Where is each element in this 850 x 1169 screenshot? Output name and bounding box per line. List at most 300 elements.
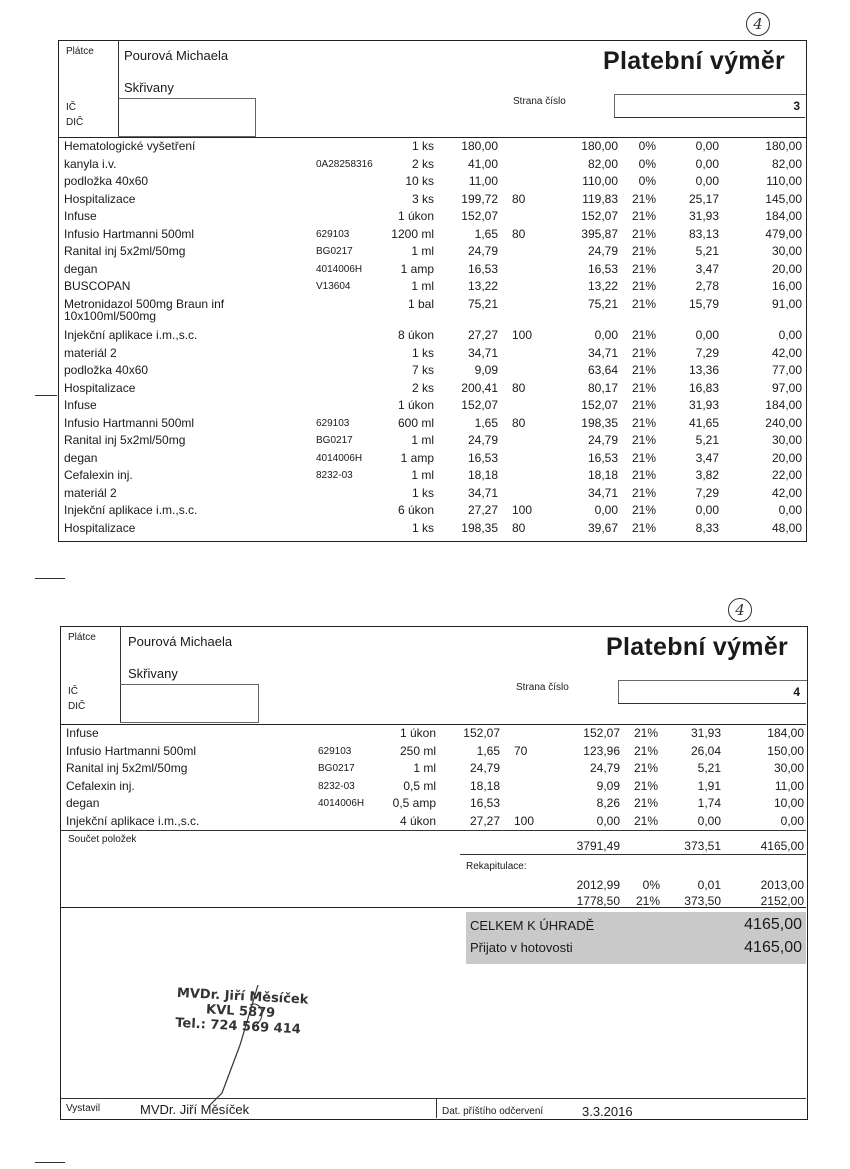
recap-tax-0: 0,01: [697, 878, 721, 892]
item-total: 184,00: [765, 209, 802, 223]
item-total: 145,00: [765, 191, 802, 206]
item-quantity: 1 úkon: [399, 726, 436, 740]
item-quantity: 1 ml: [411, 433, 434, 447]
item-quantity: 8 úkon: [397, 328, 434, 342]
item-total: 0,00: [780, 813, 804, 828]
page-number-label: Strana číslo: [513, 96, 566, 107]
line-item-row: [60, 468, 805, 486]
item-total: 20,00: [771, 450, 802, 465]
line-item-row: [60, 209, 805, 227]
item-tax-amount: 5,21: [695, 244, 719, 258]
item-vat-rate: 21%: [631, 328, 656, 342]
item-unit-price: 11,00: [468, 174, 498, 188]
item-tax-amount: 1,74: [697, 796, 721, 810]
item-name: materiál 2: [64, 485, 117, 500]
item-quantity: 1 amp: [400, 261, 434, 276]
item-quantity: 1 ml: [411, 468, 434, 482]
item-tax-amount: 7,29: [695, 345, 719, 360]
item-name: Infusio Hartmanni 500ml: [64, 415, 195, 430]
item-quantity: 1 úkon: [397, 209, 434, 223]
item-name: Hospitalizace: [64, 520, 136, 535]
item-vat-rate: 21%: [631, 226, 656, 241]
line-item-row: [60, 192, 805, 210]
item-tax-amount: 31,93: [690, 726, 721, 740]
item-name: Metronidazol 500mg Braun inf: [64, 296, 225, 311]
item-code: 0A28258316: [316, 158, 373, 170]
item-unit-price: 27,27: [467, 328, 498, 342]
line-item-row: [60, 451, 805, 469]
separator-mark: [35, 395, 57, 396]
item-tax-amount: 7,29: [695, 485, 719, 500]
payer-label: Plátce: [66, 46, 94, 57]
item-unit-price: 16,53: [467, 450, 498, 465]
item-unit-price: 41,00: [467, 156, 498, 171]
item-tax-amount: 0,00: [695, 503, 719, 517]
item-percent: 80: [512, 380, 526, 395]
item-vat-rate: 21%: [633, 778, 658, 793]
item-base-amount: 75,21: [587, 296, 618, 311]
recap-base-0: 2012,99: [576, 878, 620, 892]
line-item-row: [60, 433, 805, 451]
item-name: Infuse: [64, 398, 97, 412]
item-base-amount: 9,09: [596, 778, 620, 793]
item-unit-price: 16,53: [469, 796, 500, 810]
item-base-amount: 34,71: [587, 485, 618, 500]
item-base-amount: 0,00: [594, 328, 618, 342]
item-unit-price: 16,53: [467, 261, 498, 276]
item-base-amount: 152,07: [583, 726, 620, 740]
item-name: Ranital inj 5x2ml/50mg: [64, 244, 186, 258]
item-quantity: 1 bal: [407, 296, 434, 311]
item-code: 8232-03: [316, 470, 353, 481]
item-tax-amount: 41,65: [688, 415, 719, 430]
item-base-amount: 24,79: [587, 244, 618, 258]
item-name: BUSCOPAN: [64, 279, 131, 293]
payer-name: Pourová Michaela: [128, 634, 233, 649]
item-code: 629103: [316, 417, 350, 429]
separator-mark: [35, 1162, 65, 1163]
item-tax-amount: 3,47: [695, 261, 719, 276]
item-base-amount: 110,00: [582, 174, 618, 188]
item-code: 4014006H: [316, 452, 363, 464]
item-percent: 80: [512, 415, 526, 430]
item-vat-rate: 21%: [633, 761, 658, 775]
item-quantity: 1 ks: [411, 520, 434, 535]
line-items-page-4: [62, 726, 807, 836]
line-item-row: [60, 297, 805, 327]
page-number-box: [614, 94, 806, 117]
next-date-label: Dat. příštího odčervení: [442, 1106, 544, 1117]
item-base-amount: 119,83: [582, 191, 618, 206]
item-total: 30,00: [773, 761, 804, 775]
item-tax-amount: 83,13: [688, 226, 719, 241]
item-vat-rate: 21%: [631, 345, 656, 360]
item-vat-rate: 21%: [631, 433, 656, 447]
item-total: 479,00: [765, 226, 802, 241]
item-unit-price: 200,41: [461, 380, 498, 395]
item-unit-price: 152,07: [461, 398, 498, 412]
dic-label: DIČ: [66, 117, 84, 128]
payer-place: Skřivany: [128, 666, 178, 681]
page-number-value: 3: [793, 99, 800, 113]
line-item-row: [60, 328, 805, 346]
item-total: 30,00: [771, 244, 802, 258]
item-name: degan: [66, 796, 100, 810]
item-total: 42,00: [771, 485, 802, 500]
item-base-amount: 24,79: [589, 761, 620, 775]
signature: [180, 975, 300, 1115]
item-total: 97,00: [771, 380, 802, 395]
item-vat-rate: 21%: [631, 296, 656, 311]
line-item-row: [60, 381, 805, 399]
document-title: Platební výměr: [606, 633, 789, 661]
cash-value: 4165,00: [744, 939, 802, 956]
line-item-row: [60, 521, 805, 539]
item-name: degan: [64, 450, 98, 465]
sum-label: Součet položek: [68, 834, 137, 845]
line-item-row: [60, 139, 805, 157]
item-base-amount: 8,26: [596, 796, 620, 810]
item-vat-rate: 21%: [631, 209, 656, 223]
item-total: 22,00: [771, 468, 802, 482]
item-vat-rate: 21%: [633, 726, 658, 740]
item-total: 184,00: [765, 398, 802, 412]
line-item-row: [60, 174, 805, 192]
item-vat-rate: 0%: [638, 174, 656, 188]
separator-mark: [35, 578, 65, 579]
item-base-amount: 16,53: [587, 261, 618, 276]
item-quantity: 0,5 amp: [392, 796, 436, 810]
item-unit-price: 152,07: [463, 726, 500, 740]
item-code: BG0217: [318, 763, 355, 774]
item-base-amount: 82,00: [587, 156, 618, 171]
item-base-amount: 16,53: [587, 450, 618, 465]
item-total: 82,00: [771, 156, 802, 171]
item-tax-amount: 2,78: [695, 279, 719, 293]
item-quantity: 1 ml: [411, 244, 434, 258]
item-percent: 100: [514, 813, 535, 828]
item-total: 184,00: [767, 726, 804, 740]
item-total: 180,00: [765, 139, 802, 153]
item-code: 4014006H: [316, 263, 363, 275]
item-tax-amount: 1,91: [697, 778, 721, 793]
item-unit-price: 1,65: [474, 415, 498, 430]
item-total: 30,00: [771, 433, 802, 447]
line-item-row: [60, 486, 805, 504]
recap-vat-0: 0%: [642, 878, 660, 892]
recap-label: Rekapitulace:: [466, 861, 527, 872]
circled-page-number: 4: [728, 598, 752, 622]
item-quantity: 7 ks: [411, 363, 434, 377]
issued-by-name: MVDr. Jiří Měsíček: [140, 1102, 250, 1117]
item-vat-rate: 21%: [631, 485, 656, 500]
item-percent: 80: [512, 226, 526, 241]
page-number-value: 4: [793, 685, 800, 699]
item-unit-price: 18,18: [467, 468, 498, 482]
item-code: V13604: [316, 281, 351, 292]
item-tax-amount: 15,79: [688, 296, 719, 311]
item-total: 0,00: [778, 503, 802, 517]
line-item-row: [60, 244, 805, 262]
item-name: degan: [64, 261, 98, 276]
item-quantity: 6 úkon: [397, 503, 434, 517]
item-base-amount: 198,35: [581, 415, 618, 430]
item-tax-amount: 3,82: [695, 468, 719, 482]
item-quantity: 4 úkon: [399, 813, 436, 828]
item-unit-price: 1,65: [474, 226, 498, 241]
item-vat-rate: 21%: [631, 450, 656, 465]
item-vat-rate: 21%: [631, 261, 656, 276]
item-name: Injekční aplikace i.m.,s.c.: [66, 813, 200, 828]
item-base-amount: 180,00: [581, 139, 618, 153]
document-title: Platební výměr: [603, 47, 786, 75]
line-item-row: [62, 744, 807, 762]
payer-place: Skřivany: [124, 80, 174, 95]
recap-tax-1: 373,50: [684, 894, 721, 908]
item-code: 629103: [318, 745, 352, 757]
item-name: Injekční aplikace i.m.,s.c.: [64, 328, 198, 342]
item-quantity: 1 ml: [411, 279, 434, 293]
item-vat-rate: 21%: [633, 743, 658, 758]
item-name: Ranital inj 5x2ml/50mg: [66, 761, 188, 775]
item-vat-rate: 21%: [631, 415, 656, 430]
line-item-row: [62, 814, 807, 832]
item-total: 20,00: [771, 261, 802, 276]
item-unit-price: 18,18: [469, 778, 500, 793]
line-item-row: [60, 503, 805, 521]
line-items-page-3: [60, 139, 805, 539]
item-name: Infuse: [64, 209, 97, 223]
item-name: Infuse: [66, 726, 99, 740]
item-base-amount: 395,87: [581, 226, 618, 241]
item-vat-rate: 21%: [633, 813, 658, 828]
item-percent: 100: [512, 328, 533, 342]
line-item-row: [60, 157, 805, 175]
item-unit-price: 13,22: [467, 279, 498, 293]
item-name-continued: 10x100ml/500mg: [64, 308, 157, 323]
item-base-amount: 0,00: [596, 813, 620, 828]
item-unit-price: 199,72: [461, 191, 498, 206]
item-total: 91,00: [771, 296, 802, 311]
item-tax-amount: 5,21: [697, 761, 721, 775]
item-quantity: 1 ks: [411, 139, 434, 153]
item-quantity: 0,5 ml: [403, 778, 436, 793]
item-base-amount: 152,07: [581, 398, 618, 412]
item-total: 11,00: [774, 778, 804, 793]
item-name: Injekční aplikace i.m.,s.c.: [64, 503, 198, 517]
item-vat-rate: 21%: [631, 520, 656, 535]
item-name: Infusio Hartmanni 500ml: [66, 743, 197, 758]
item-base-amount: 34,71: [587, 345, 618, 360]
item-tax-amount: 25,17: [688, 191, 719, 206]
item-vat-rate: 21%: [631, 279, 656, 293]
item-name: Infusio Hartmanni 500ml: [64, 226, 195, 241]
item-unit-price: 27,27: [467, 503, 498, 517]
item-quantity: 1 ml: [413, 761, 436, 775]
item-code: 629103: [316, 228, 350, 240]
line-item-row: [60, 227, 805, 245]
item-base-amount: 80,17: [587, 380, 618, 395]
recap-vat-1: 21%: [635, 894, 660, 908]
recap-total-0: 2013,00: [760, 878, 804, 892]
total-due-value: 4165,00: [744, 916, 802, 933]
page-number-box: [618, 680, 807, 703]
item-tax-amount: 0,00: [695, 156, 719, 171]
item-name: Hematologické vyšetření: [64, 139, 196, 153]
item-name: podložka 40x60: [64, 174, 149, 188]
item-total: 150,00: [767, 743, 804, 758]
item-unit-price: 24,79: [467, 433, 498, 447]
item-tax-amount: 3,47: [695, 450, 719, 465]
item-quantity: 1 amp: [400, 450, 434, 465]
item-percent: 70: [514, 743, 528, 758]
stamp-name: MVDr. Jiří Měsíček: [176, 985, 309, 1008]
stamp-kvl: KVL 5879: [205, 1002, 276, 1021]
ic-label: IČ: [66, 102, 76, 113]
line-item-row: [60, 416, 805, 434]
item-base-amount: 39,67: [587, 520, 618, 535]
item-quantity: 1200 ml: [391, 226, 434, 241]
item-tax-amount: 0,00: [695, 139, 719, 153]
item-total: 48,00: [771, 520, 802, 535]
ic-dic-box: [118, 98, 256, 137]
item-vat-rate: 21%: [633, 796, 658, 810]
item-vat-rate: 21%: [631, 380, 656, 395]
invoice-page-4: [0, 590, 850, 1160]
item-unit-price: 24,79: [469, 761, 500, 775]
item-vat-rate: 0%: [638, 156, 656, 171]
item-code: BG0217: [316, 246, 353, 257]
item-unit-price: 75,21: [467, 296, 498, 311]
ic-dic-box: [120, 684, 259, 723]
item-quantity: 2 ks: [411, 156, 434, 171]
stamp-phone: Tel.: 724 569 414: [174, 1015, 302, 1038]
item-vat-rate: 21%: [631, 503, 656, 517]
item-vat-rate: 21%: [631, 363, 656, 377]
item-name: Hospitalizace: [64, 380, 136, 395]
item-tax-amount: 31,93: [688, 398, 719, 412]
item-quantity: 10 ks: [405, 174, 434, 188]
item-quantity: 1 ks: [411, 485, 434, 500]
item-name: materiál 2: [64, 345, 117, 360]
item-unit-price: 180,00: [461, 139, 498, 153]
item-unit-price: 24,79: [467, 244, 498, 258]
item-name: Hospitalizace: [64, 191, 136, 206]
item-code: BG0217: [316, 435, 353, 446]
item-total: 77,00: [771, 363, 802, 377]
item-tax-amount: 8,33: [695, 520, 719, 535]
item-total: 10,00: [773, 796, 804, 810]
item-base-amount: 123,96: [583, 743, 620, 758]
dic-label: DIČ: [68, 701, 86, 712]
payer-label: Plátce: [68, 632, 96, 643]
item-unit-price: 1,65: [476, 743, 500, 758]
item-total: 0,00: [778, 328, 802, 342]
item-vat-rate: 21%: [631, 244, 656, 258]
line-item-row: [60, 398, 805, 416]
item-tax-amount: 5,21: [695, 433, 719, 447]
item-unit-price: 34,71: [467, 345, 498, 360]
ic-label: IČ: [68, 686, 78, 697]
item-name: kanyla i.v.: [64, 156, 117, 171]
circled-page-number: 4: [746, 12, 770, 36]
item-name: Cefalexin inj.: [64, 468, 133, 482]
issued-by-label: Vystavil: [66, 1103, 101, 1114]
item-percent: 80: [512, 191, 526, 206]
sum-total: 4165,00: [760, 839, 804, 853]
payer-name: Pourová Michaela: [124, 48, 229, 63]
item-quantity: 250 ml: [399, 743, 436, 758]
line-item-row: [62, 726, 807, 744]
total-due-label: CELKEM K ÚHRADĚ: [470, 918, 595, 933]
item-unit-price: 152,07: [461, 209, 498, 223]
line-item-row: [60, 279, 805, 297]
line-item-row: [60, 262, 805, 280]
item-unit-price: 27,27: [469, 813, 500, 828]
item-total: 16,00: [771, 279, 802, 293]
item-tax-amount: 0,00: [695, 328, 719, 342]
page-number-label: Strana číslo: [516, 682, 569, 693]
item-quantity: 600 ml: [397, 415, 434, 430]
line-item-row: [62, 796, 807, 814]
item-vat-rate: 21%: [631, 468, 656, 482]
item-total: 240,00: [765, 415, 802, 430]
item-vat-rate: 21%: [631, 398, 656, 412]
item-name: podložka 40x60: [64, 363, 149, 377]
item-tax-amount: 0,00: [695, 174, 719, 188]
item-quantity: 1 ks: [411, 345, 434, 360]
item-unit-price: 9,09: [474, 363, 498, 377]
sum-tax: 373,51: [684, 839, 721, 853]
item-base-amount: 63,64: [587, 363, 618, 377]
item-tax-amount: 16,83: [688, 380, 719, 395]
item-base-amount: 13,22: [587, 279, 618, 293]
item-base-amount: 0,00: [594, 503, 618, 517]
item-total: 42,00: [771, 345, 802, 360]
item-quantity: 1 úkon: [397, 398, 434, 412]
item-tax-amount: 13,36: [688, 363, 719, 377]
item-base-amount: 152,07: [581, 209, 618, 223]
invoice-page-3: [0, 0, 850, 560]
item-percent: 100: [512, 503, 533, 517]
line-item-row: [60, 346, 805, 364]
item-vat-rate: 21%: [631, 191, 656, 206]
line-item-row: [60, 363, 805, 381]
item-percent: 80: [512, 520, 526, 535]
item-name: Cefalexin inj.: [66, 778, 135, 793]
item-tax-amount: 31,93: [688, 209, 719, 223]
item-code: 8232-03: [318, 780, 355, 792]
sum-base: 3791,49: [576, 839, 620, 853]
line-item-row: [62, 761, 807, 779]
recap-total-1: 2152,00: [760, 894, 804, 908]
cash-label: Přijato v hotovosti: [470, 940, 573, 955]
item-vat-rate: 0%: [638, 139, 656, 153]
item-base-amount: 24,79: [587, 433, 618, 447]
item-code: 4014006H: [318, 798, 365, 809]
recap-base-1: 1778,50: [576, 894, 620, 908]
item-quantity: 3 ks: [411, 191, 434, 206]
item-unit-price: 34,71: [467, 485, 498, 500]
next-date-value: 3.3.2016: [582, 1104, 633, 1119]
item-tax-amount: 0,00: [697, 813, 721, 828]
line-item-row: [62, 779, 807, 797]
item-base-amount: 18,18: [587, 468, 618, 482]
item-quantity: 2 ks: [411, 380, 434, 395]
item-tax-amount: 26,04: [690, 743, 721, 758]
item-name: Ranital inj 5x2ml/50mg: [64, 433, 186, 447]
item-total: 110,00: [766, 174, 802, 188]
